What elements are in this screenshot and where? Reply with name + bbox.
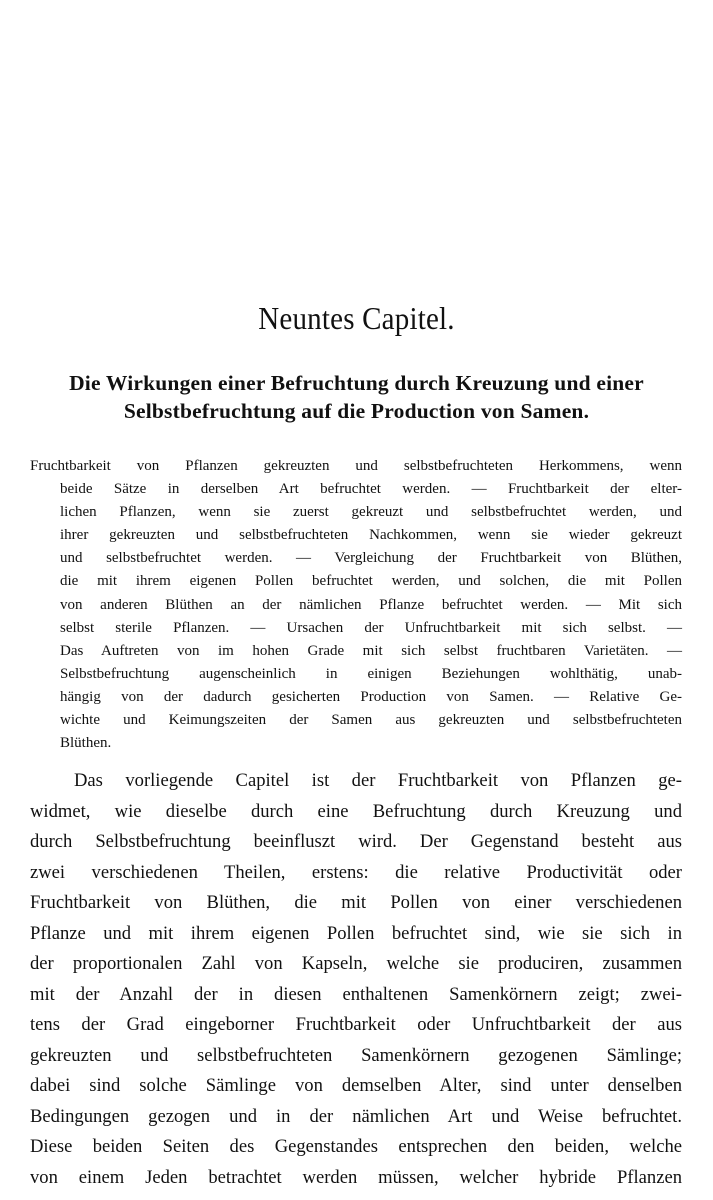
summary-line: Fruchtbarkeit von Pflanzen gekreuzten und selbstbefruchteten Herkommens, wenn — [30, 458, 682, 474]
summary-line: Blüthen. — [60, 735, 112, 752]
chapter-subtitle-line: Selbstbefruchtung auf die Production von Samen. — [123, 399, 590, 423]
summary-line: beide Sätze in derselben Art befruchtet werden. — Fruchtbarkeit der elter- — [60, 481, 682, 498]
body-line: Diese beiden Seiten des Gegenstandes entsprechen den beiden, welche — [30, 1136, 682, 1157]
summary-line: von anderen Blüthen an der nämlichen Pflanze befruchtet werden. — Mit sich — [60, 596, 682, 613]
body-line: tens der Grad eingeborner Fruchtbarkeit oder Unfruchtbarkeit der aus — [30, 1014, 682, 1035]
summary-line: lichen Pflanzen, wenn sie zuerst gekreuzt und selbstbefruchtet werden, und — [60, 504, 682, 521]
summary-line: und selbstbefruchtet werden. — Vergleichung der Fruchtbarkeit von Blüthen, — [60, 550, 682, 567]
body-line: durch Selbstbefruchtung beeinfluszt wird. Der Gegenstand besteht aus — [30, 831, 682, 852]
body-line: zwei verschiedenen Theilen, erstens: die relative Productivität oder — [30, 861, 682, 883]
summary-line: Das Auftreten von im hohen Grade mit sich selbst fruchtbaren Varietäten. — — [60, 642, 682, 659]
body-line: mit der Anzahl der in diesen enthaltenen Samenkörnern zeigt; zwei- — [30, 983, 682, 1005]
body-paragraph — [30, 766, 682, 1193]
summary-line: ihrer gekreuzten und selbstbefruchteten Nachkommen, wenn sie wieder gekreuzt — [60, 527, 682, 544]
body-line: dabei sind solche Sämlinge von demselben Alter, sind unter denselben — [30, 1075, 682, 1096]
chapter-subtitle-line: Die Wirkungen einer Befruchtung durch Kreuzung und einer — [69, 371, 644, 395]
chapter-subtitle — [30, 369, 683, 425]
chapter-title: Neuntes Capitel. — [258, 302, 455, 337]
summary-line: die mit ihrem eigenen Pollen befruchtet werden, und solchen, die mit Pollen — [60, 573, 682, 590]
body-line: Bedingungen gezogen und in der nämlichen Art und Weise befruchtet. — [30, 1105, 682, 1127]
summary-line: hängig von der dadurch gesicherten Production von Samen. — Relative Ge- — [60, 688, 682, 705]
body-line: Pflanze und mit ihrem eigenen Pollen befruchtet sind, wie sie sich in — [30, 922, 682, 944]
chapter-summary — [30, 455, 682, 755]
summary-line: Selbstbefruchtung augenscheinlich in einigen Beziehungen wohlthätig, unab- — [60, 665, 682, 682]
summary-line: selbst sterile Pflanzen. — Ursachen der Unfruchtbarkeit mit sich selbst. — — [60, 619, 682, 636]
summary-line: wichte und Keimungszeiten der Samen aus gekreuzten und selbstbefruchteten — [60, 712, 682, 729]
body-line: von einem Jeden betrachtet werden müssen, welcher hybride Pflanzen — [30, 1166, 682, 1188]
body-line: widmet, wie dieselbe durch eine Befruchtung durch Kreuzung und — [30, 800, 682, 822]
body-line: gekreuzten und selbstbefruchteten Samenkörnern gezogenen Sämlinge; — [30, 1044, 682, 1066]
body-line: Fruchtbarkeit von Blüthen, die mit Pollen von einer verschiedenen — [30, 892, 682, 913]
body-line: Das vorliegende Capitel ist der Fruchtbarkeit von Pflanzen ge- — [74, 770, 682, 791]
body-line: der proportionalen Zahl von Kapseln, welche sie produciren, zusammen — [30, 953, 682, 974]
